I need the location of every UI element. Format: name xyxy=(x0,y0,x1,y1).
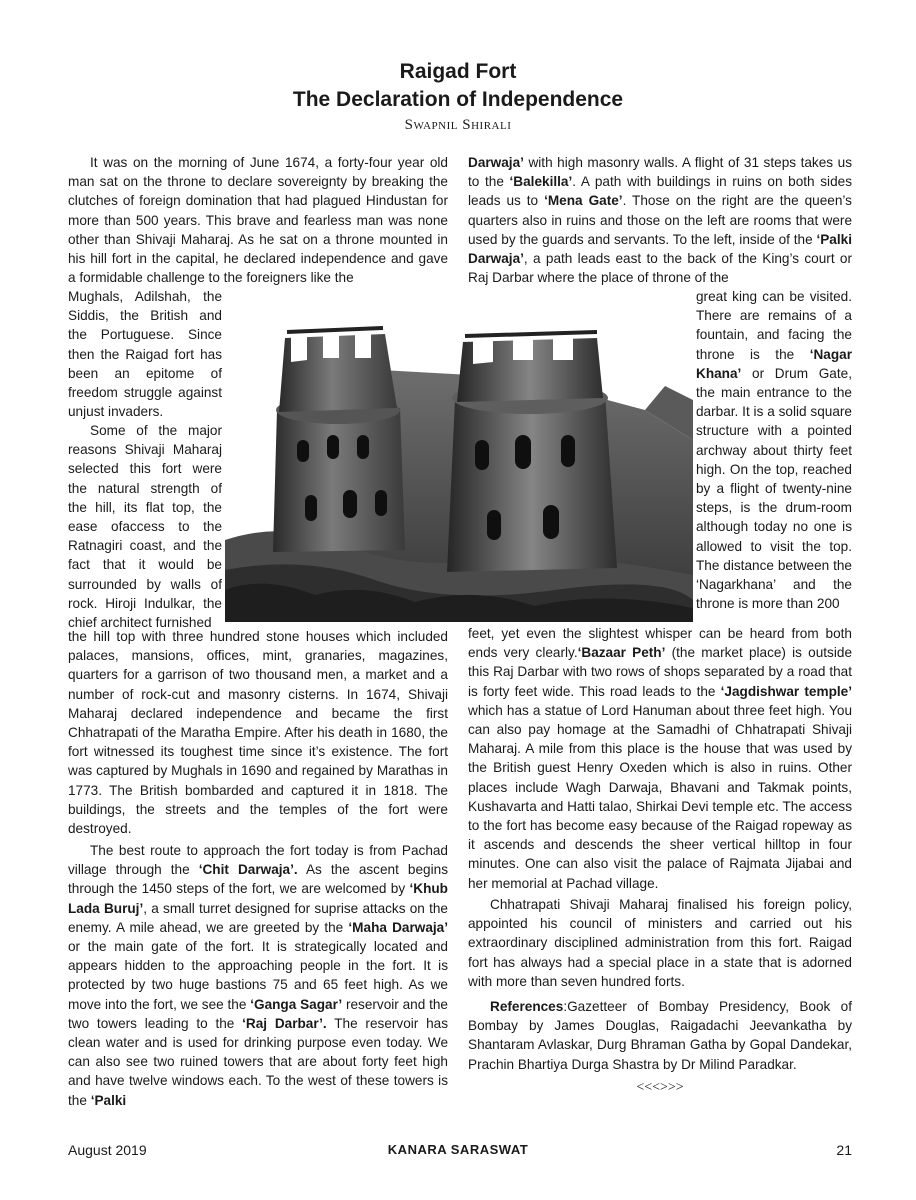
left-paragraph-2-wrap: Some of the major reasons Shivaji Maharaj selected this fort were the natural strength of the hill, its flat top, the ease ofaccess to the Ratnagiri coast, and the fact that it would be surrounded by walls of rock. Hiroji Indulkar, the chief architect furnished xyxy=(68,423,222,631)
references: References:Gazetteer of Bombay Presidency, Book of Bombay by James Douglas, Raigadachi Jeevankatha by Shantaram Avlaskar, Durg Bhraman Gatha by Gopal Dandekar, Prachin Bhartiya Durga Shastra by Dr Milind Paradkar. xyxy=(468,999,852,1072)
footer-date: August 2019 xyxy=(68,1142,147,1158)
right-paragraph-1-wrap: great king can be visited. There are remains of a fountain, and facing the throne is the ‘Nagar Khana’ or Drum Gate, the main entrance to the darbar. It is a solid square structure with a pointed archway about thirty feet high. On the top, reached by a flight of twenty-nine steps, is the drum-room although today no one is allowed to visit the top. The distance between the ‘Nagarkhana’ and the throne is more than 200 xyxy=(696,289,852,612)
title-line-2: The Declaration of Independence xyxy=(292,88,624,111)
left-paragraph-2-full: the hill top with three hundred stone houses which included palaces, mansions, offices, mint, granaries, magazines, quarters for a garrison of two thousand men, a market and a number of rock-cut and masonry cisterns. In 1674, Shivaji Maharaj declared independence and became the first Chhatrapati of the Maratha Empire. After his death in 1680, the fort witnessed its toughest time since it’s existence. The fort was captured by Mughals in 1690 and regained by Marathas in 1773. The British bombarded and captured it in 1818. The buildings, the streets and the temples of the fort were destroyed. xyxy=(68,629,448,837)
article-title xyxy=(0,58,916,114)
end-ornament: <<<>>> xyxy=(636,1080,684,1095)
footer-publication: KANARA SARASWAT xyxy=(387,1142,529,1157)
author-byline: Swapnil Shirali xyxy=(404,117,512,133)
left-paragraph-3: The best route to approach the fort today is from Pachad village through the ‘Chit Darwaja’. As the ascent begins through the 1450 steps of the fort, we are welcomed by ‘Khub Lada Buruj’, a small turret designed for suprise attacks on the enemy. A mile ahead, we are greeted by the ‘Maha Darwaja’ or the main gate of the fort. It is strategically located and appears hidden to the approaching people in the fort. It is protected by two huge bastions 75 and 65 feet high. As we move into the fort, we see the ‘Ganga Sagar’ reservoir and the two towers leading to the ‘Raj Darbar’. The reservoir has clean water and is used for drinking purpose even today. We can also see two ruined towers that are about forty feet high and have twelve windows each. To the west of these towers is the ‘Palki xyxy=(68,843,448,1108)
right-paragraph-2: Chhatrapati Shivaji Maharaj finalised his foreign policy, appointed his council of ministers and carried out his extraordinary disciplined administration from this fort. Raigad fort has always had a special place in a state that is adorned with more than seven hundred forts. xyxy=(468,897,852,989)
footer-page-number: 21 xyxy=(836,1142,852,1158)
right-paragraph-1-full: feet, yet even the slightest whisper can be heard from both ends very clearly.‘Bazaar Peth’ (the market place) is outside this Raj Darbar with two rows of shops separated by a road that is forty feet wide. This road leads to the ‘Jagdishwar temple’ which has a statue of Lord Hanuman about three feet high. You can also pay homage at the Samadhi of Chhatrapati Shivaji Maharaj. A mile from this place is the house that was used by the British guest Henry Oxeden which is also in ruins. Other places include Wagh Darwaja, Bhavani and Takmak points, Kushavarta and Hatti talao, Shirkai Devi temple etc. The access to the fort has become easy because of the Raigad ropeway as it ascends and descends the sheer vertical hilltop in four minutes. One can also visit the palace of Rajmata Jijabai and her memorial at Pachad village. xyxy=(468,626,852,891)
fort-towers-photo xyxy=(225,290,693,622)
left-paragraph-1-intro: It was on the morning of June 1674, a forty-four year old man sat on the throne to declare sovereignty by breaking the clutches of foreign domination that had plagued Hindustan for more than 500 years. This brave and fearless man was none other than Shivaji Maharaj. As he sat on a throne mounted in his hill fort in the capital, he declared independence and gave a formidable challenge to the foreigners like the xyxy=(68,155,448,286)
right-paragraph-1: Darwaja’ with high masonry walls. A flight of 31 steps takes us to the ‘Balekilla’. A path with buildings in ruins on both sides leads us to ‘Mena Gate’. Those on the right are the queen’s quarters also in ruins and those on the left are rooms that were used by the guards and servants. To the left, inside of the ‘Palki Darwaja’, a path leads east to the back of the King’s court or Raj Darbar where the place of throne of the xyxy=(468,155,852,286)
title-line-1: Raigad Fort xyxy=(399,60,517,83)
left-paragraph-1-wrap: Mughals, Adilshah, the Siddis, the British and the Portuguese. Since then the Raigad fort has been an epitome of freedom struggle against unjust invaders. xyxy=(68,289,222,420)
